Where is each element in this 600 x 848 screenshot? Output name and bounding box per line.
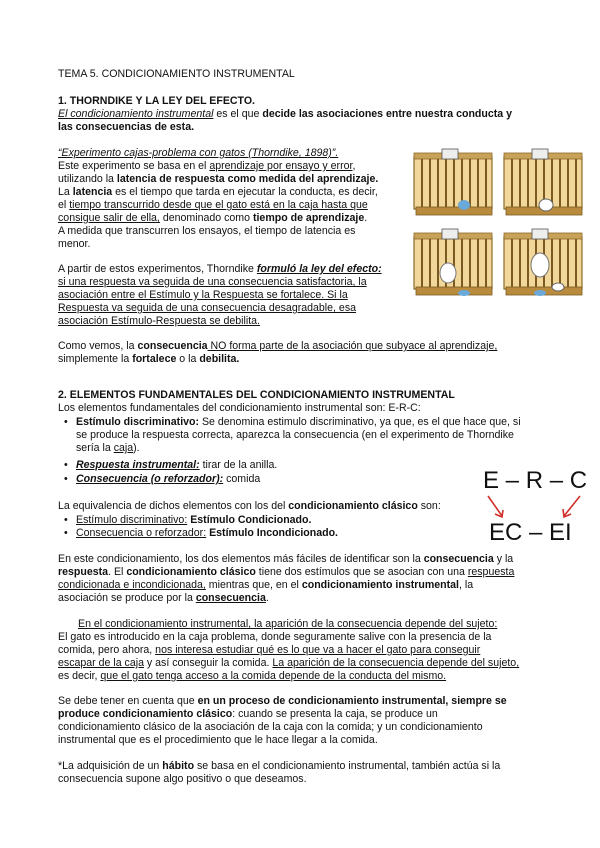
paragraph-line: produce condicionamiento clásico: cuando se presenta la caja, se produce un <box>58 708 438 720</box>
bullet-dot: • <box>64 473 68 485</box>
paragraph-line: Este experimento se basa en el aprendizaje por ensayo y error, <box>58 160 356 172</box>
paragraph-line: El gato es introducido en la caja problema, donde seguramente salive con la presencia de la <box>58 631 492 643</box>
bullet-dot: • <box>64 459 68 471</box>
paragraph-line: instrumental que es el procedimiento que le hace llegar a la comida. <box>58 734 378 746</box>
paragraph-line: asociación Estímulo-Respuesta se debilita. <box>58 315 260 327</box>
paragraph-line: utilizando la latencia de respuesta como medida del aprendizaje. <box>58 173 379 185</box>
paragraph-line: La latencia es el tiempo que tarda en ejecutar la conducta, es decir, <box>58 186 378 198</box>
section1-heading: 1. THORNDIKE Y LA LEY DEL EFECTO. <box>58 95 256 107</box>
cage-trial-4 <box>504 229 582 296</box>
ec-ei-label: EC – EI <box>489 519 572 546</box>
section2-heading: 2. ELEMENTOS FUNDAMENTALES DEL CONDICIONAMIENTO INSTRUMENTAL <box>58 389 455 401</box>
paragraph-line: Como vemos, la consecuencia NO forma parte de la asociación que subyace al aprendizaje, <box>58 340 498 352</box>
paragraph-line: simplemente la fortalece o la debilita. <box>58 353 240 365</box>
page-title: TEMA 5. CONDICIONAMIENTO INSTRUMENTAL <box>58 68 295 80</box>
paragraph-line: respuesta. El condicionamiento clásico tiene dos estímulos que se asocian con una respuesta <box>58 566 515 578</box>
list-item-cont: sería la caja). <box>76 442 140 454</box>
paragraph-line: asociación entre el Estímulo y la Respuesta se fortalece. Si la <box>58 289 348 301</box>
paragraph-line: el tiempo transcurrido desde que el gato está en la caja hasta que <box>58 199 368 211</box>
paragraph-line: es decir, que el gato tenga acceso a la comida depende de la conducta del mismo. <box>58 670 447 682</box>
list-item: Estímulo discriminativo: Se denomina estimulo discriminativo, ya que, es el que hace que, si <box>76 416 521 428</box>
cage-trial-2 <box>504 149 582 215</box>
cat-puzzle-box-illustration <box>412 147 584 297</box>
paragraph-line: consigue salir de ella, denominado como tiempo de aprendizaje. <box>58 212 368 224</box>
paragraph-line: El condicionamiento instrumental es el que decide las asociaciones entre nuestra conducta y <box>58 108 513 120</box>
list-item: Estímulo discriminativo: Estímulo Condicionado. <box>76 514 312 526</box>
paragraph-line: consecuencia supone algo positivo o que deseamos. <box>58 773 307 785</box>
paragraph-line: las consecuencias de esta. <box>58 121 195 133</box>
bullet-dot: • <box>64 514 68 526</box>
paragraph-line: asociación se produce por la consecuencia. <box>58 592 269 604</box>
cage-trial-3 <box>414 229 492 296</box>
bullet-dot: • <box>64 527 68 539</box>
paragraph-line: menor. <box>58 238 91 250</box>
paragraph-line: escapar de la caja y así conseguir la comida. La aparición de la consecuencia depende del sujeto, <box>58 657 520 669</box>
erc-label: E – R – C <box>483 467 588 494</box>
list-item: Respuesta instrumental: tirar de la anilla. <box>76 459 278 471</box>
list-item: Consecuencia o reforzador: Estímulo Incondicionado. <box>76 527 338 539</box>
list-item: Consecuencia (o reforzador): comida <box>76 473 261 485</box>
paragraph-line: La equivalencia de dichos elementos con los del condicionamiento clásico son: <box>58 500 441 512</box>
paragraph-line: Respuesta va seguida de una consecuencia desagradable, esa <box>58 302 357 314</box>
bullet-dot: • <box>64 416 68 428</box>
cage-trial-1 <box>414 149 492 215</box>
paragraph-line: A medida que transcurren los ensayos, el tiempo de latencia es <box>58 225 356 237</box>
paragraph-line: Se debe tener en cuenta que en un proceso de condicionamiento instrumental, siempre se <box>58 695 507 707</box>
paragraph-line: comida, pero ahora, nos interesa estudiar qué es lo que va a hacer el gato para conseguir <box>58 644 481 656</box>
paragraph-line: condicionada e incondicionada, mientras que, en el condicionamiento instrumental, la <box>58 579 474 591</box>
paragraph-line: En el condicionamiento instrumental, la aparición de la consecuencia depende del sujeto: <box>78 618 498 630</box>
paragraph-line: A partir de estos experimentos, Thorndike formuló la ley del efecto: <box>58 263 382 275</box>
experiment-title: “Experimento cajas-problema con gatos (Thorndike, 1898)”. <box>58 147 339 159</box>
paragraph-line: condicionamiento clásico de la asociación de la caja con la comida; y un condicionamiento <box>58 721 483 733</box>
paragraph-line: Los elementos fundamentales del condicionamiento instrumental son: E-R-C: <box>58 402 421 414</box>
paragraph-line: *La adquisición de un hábito se basa en el condicionamiento instrumental, también actúa si la <box>58 760 501 772</box>
paragraph-line: En este condicionamiento, los dos elementos más fáciles de identificar son la consecuencia y la <box>58 553 514 565</box>
list-item-cont: se produce la respuesta correcta, aparezca la consecuencia (en el experimento de Thorndike <box>76 429 514 441</box>
paragraph-line: si una respuesta va seguida de una consecuencia satisfactoria, la <box>58 276 367 288</box>
